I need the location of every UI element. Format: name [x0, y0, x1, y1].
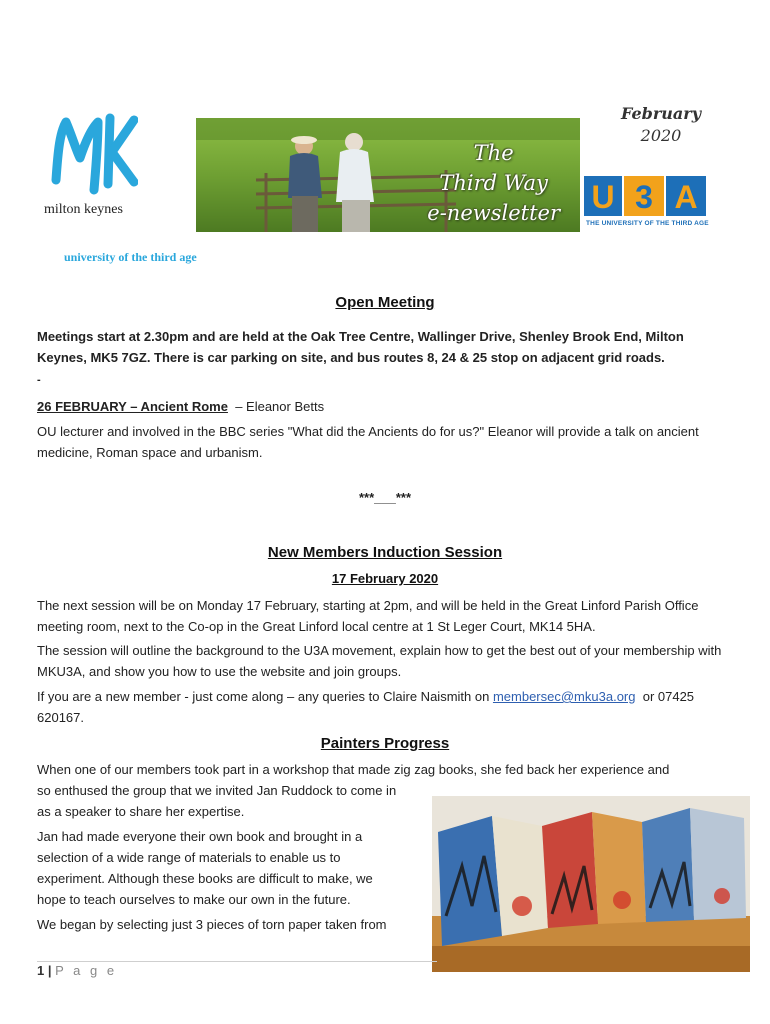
induction-para-3-post: or 07425 620167.	[37, 689, 695, 725]
painters-para-3: We began by selecting just 3 pieces of torn paper taken from	[37, 917, 387, 932]
u3a-logo-letter-u: U	[591, 179, 615, 215]
issue-year: 2020	[640, 126, 682, 145]
zigzag-book-photo	[432, 796, 750, 972]
event-line	[37, 396, 737, 417]
footer-separator: |	[47, 963, 52, 978]
banner-line-3: e-newsletter	[427, 201, 560, 225]
newsletter-banner	[196, 118, 580, 232]
page-footer	[37, 963, 117, 978]
painters-line-3: as a speaker to share her expertise.	[37, 804, 245, 819]
page-number: 1	[37, 963, 45, 978]
u3a-logo-subtitle: THE UNIVERSITY OF THE THIRD AGE	[586, 220, 709, 227]
u3a-logo	[584, 174, 708, 230]
u3a-logo-letter-3: 3	[635, 179, 653, 215]
banner-title	[427, 138, 560, 228]
mk-subtitle: milton keynes	[44, 202, 123, 217]
event-description: OU lecturer and involved in the BBC series "What did the Ancients do for us?" Eleanor will provide a talk on ancient medicine, Roman space and urbanism.	[37, 424, 699, 460]
footer-divider	[37, 961, 437, 962]
dash-mark: -	[37, 374, 41, 386]
page-word: P a g e	[55, 963, 118, 978]
induction-date: 17 February 2020	[331, 571, 439, 586]
induction-para-3	[37, 686, 737, 728]
induction-heading: New Members Induction Session	[267, 544, 503, 561]
section-separator: ***___***	[358, 490, 412, 505]
induction-para-2: The session will outline the background to the U3A movement, explain how to get the best out of your membership with MKU3A, and show you how to use the website and join groups.	[37, 643, 722, 679]
painters-line-2: so enthused the group that we invited Jan Ruddock to come in	[37, 783, 397, 798]
painters-line-1: When one of our members took part in a workshop that made zig zag books, she fed back her experience and	[37, 762, 670, 777]
banner-line-1: The	[473, 141, 514, 165]
issue-month: February	[620, 104, 701, 123]
induction-para-1: The next session will be on Monday 17 February, starting at 2pm, and will be held in the Great Linford Parish Office meeting room, next to the Co-op in the Great Linford local centre at 1 St Leger Court, MK14 5HA.	[37, 598, 699, 634]
u3a-logo-letter-a: A	[674, 179, 698, 215]
induction-para-3-pre: If you are a new member - just come along – any queries to Claire Naismith on	[37, 689, 490, 704]
banner-line-2: Third Way	[439, 171, 548, 195]
open-meeting-intro: Meetings start at 2.30pm and are held at the Oak Tree Centre, Wallinger Drive, Shenley Brook End, Milton Keynes, MK5 7GZ. There is car parking on site, and bus routes 8, 24 & 25 stop on adjacent grid roads.	[37, 329, 684, 365]
event-date-topic: 26 FEBRUARY – Ancient Rome	[37, 399, 228, 414]
open-meeting-heading: Open Meeting	[335, 294, 435, 311]
painters-para-2-line-3: experiment. Although these books are difficult to make, we	[37, 871, 373, 886]
painters-para-2-line-2: selection of a wide range of materials to enable us to	[37, 850, 341, 865]
u3a-tagline: university of the third age	[64, 250, 197, 264]
membersec-email-link[interactable]: membersec@mku3a.org	[492, 689, 636, 704]
painters-para-2-line-1: Jan had made everyone their own book and brought in a	[37, 829, 363, 844]
painters-para-2-line-4: hope to teach ourselves to make our own in the future.	[37, 892, 351, 907]
mk-logo	[50, 110, 138, 196]
event-speaker: – Eleanor Betts	[235, 399, 325, 414]
painters-heading: Painters Progress	[320, 735, 450, 752]
